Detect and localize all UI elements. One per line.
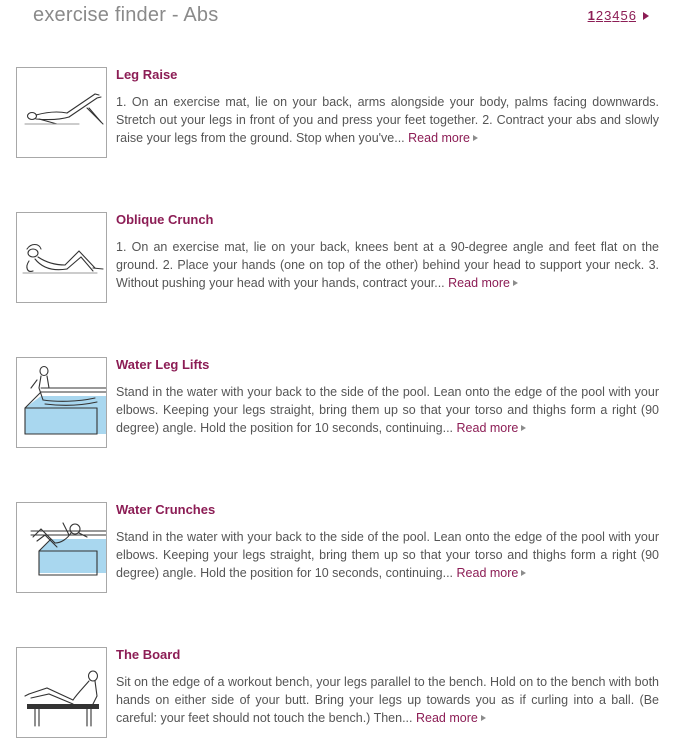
the-board-illustration[interactable] — [16, 647, 107, 738]
water-crunches-illustration-graphic — [17, 503, 106, 592]
exercise-item — [16, 647, 661, 739]
read-more-label: Read more — [415, 711, 478, 725]
page-link-5[interactable]: 5 — [620, 8, 628, 23]
leg-raise-illustration[interactable] — [16, 67, 107, 158]
exercise-description-text: Stand in the water with your back to the side of the pool. Lean onto the edge of the pool with your elbows. Keeping your legs straight, bring them up so that your torso and thighs form a right (90 degree) angle. Hold the position for 10 seconds, continuing... — [116, 530, 659, 580]
exercise-title-link[interactable]: Water Leg Lifts — [116, 357, 210, 372]
water-leg-lifts-illustration-graphic — [17, 358, 106, 447]
triangle-right-icon — [481, 715, 486, 721]
read-more-label: Read more — [408, 131, 470, 145]
read-more-label: Read more — [448, 276, 510, 290]
read-more-link[interactable] — [408, 131, 478, 145]
page-title: exercise finder - Abs — [33, 4, 219, 26]
the-board-illustration-graphic — [17, 648, 106, 737]
exercise-item — [16, 502, 661, 594]
exercise-description-text: 1. On an exercise mat, lie on your back, arms alongside your body, palms facing downwards. Stretch out your legs in front of you and press your feet together. 2. Contract your abs and slowly raise your legs from the ground. Stop when you've... — [116, 95, 659, 145]
page-link-1[interactable]: 1 — [587, 8, 595, 23]
oblique-crunch-illustration[interactable] — [16, 212, 107, 303]
leg-raise-illustration-graphic — [17, 68, 106, 157]
header — [33, 4, 653, 32]
exercise-item — [16, 357, 661, 449]
exercise-description — [116, 93, 659, 147]
page-link-4[interactable]: 4 — [612, 8, 620, 23]
page-link-2[interactable]: 2 — [595, 8, 604, 23]
exercise-description — [116, 528, 659, 582]
read-more-label: Read more — [456, 421, 519, 435]
read-more-label: Read more — [456, 566, 519, 580]
exercise-description-text: Sit on the edge of a workout bench, your legs parallel to the bench. Hold on to the bench with both hands on either side of your butt. Bring your legs up towards you as if curling into a ball. (Be careful: your feet should not touch the bench.) Then... — [116, 675, 659, 725]
exercise-title-link[interactable]: Water Crunches — [116, 502, 216, 517]
oblique-crunch-illustration-graphic — [17, 213, 106, 302]
triangle-right-icon — [513, 280, 518, 286]
exercise-description-text: 1. On an exercise mat, lie on your back, knees bent at a 90-degree angle and feet flat on the ground. 2. Place your hands (one on top of the other) behind your head to support your neck. 3. Without pushing your head with your hands, contract your... — [116, 240, 659, 290]
triangle-right-icon — [521, 425, 526, 431]
read-more-link[interactable] — [448, 276, 518, 290]
triangle-right-icon — [473, 135, 478, 141]
exercise-description-text: Stand in the water with your back to the side of the pool. Lean onto the edge of the pool with your elbows. Keeping your legs straight, bring them up so that your torso and thighs form a right (90 degree) angle. Hold the position for 10 seconds, continuing... — [116, 385, 659, 435]
read-more-link[interactable] — [416, 711, 486, 725]
next-page-icon[interactable] — [643, 12, 649, 20]
exercise-description — [116, 673, 659, 727]
page-link-3[interactable]: 3 — [604, 8, 612, 23]
triangle-right-icon — [521, 570, 526, 576]
read-more-link[interactable] — [457, 421, 527, 435]
exercise-item — [16, 212, 661, 304]
exercise-title-link[interactable]: Oblique Crunch — [116, 212, 214, 227]
exercise-title-link[interactable]: Leg Raise — [116, 67, 178, 82]
exercise-title-link[interactable]: The Board — [116, 647, 181, 662]
exercise-description — [116, 383, 659, 437]
pagination — [588, 8, 649, 23]
read-more-link[interactable] — [457, 566, 527, 580]
page-link-6[interactable]: 6 — [628, 8, 636, 23]
exercise-item — [16, 67, 661, 159]
water-leg-lifts-illustration[interactable] — [16, 357, 107, 448]
water-crunches-illustration[interactable] — [16, 502, 107, 593]
exercise-description — [116, 238, 659, 292]
